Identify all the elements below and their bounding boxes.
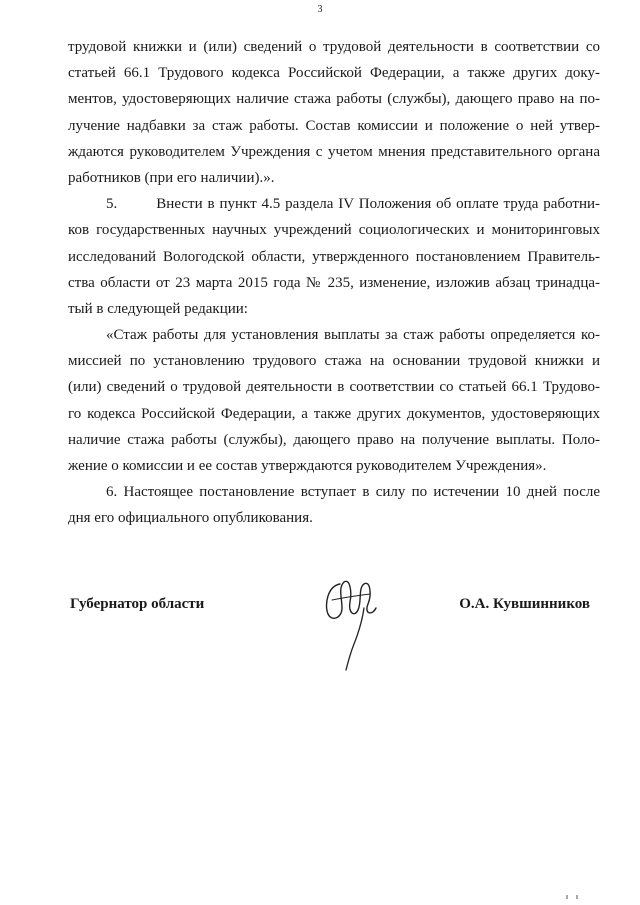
paragraph-5-line-3: исследований Вологодской области, утвержденного постановлением Правитель- [68,248,600,265]
paragraph-6-line-2: дня его официального опубликования. [68,510,313,527]
quote-line-5: наличие стажа работы (службы), дающего право на получение выплаты. Поло- [68,431,600,448]
signatory-name: О.А. Кувшинников [459,596,590,612]
paragraph-5-line-2: ков государственных научных учреждений социологических и мониторинговых [68,222,600,239]
quote-line-2: миссией по установлению трудового стажа на основании трудовой книжки и [68,353,600,370]
paragraph-5-line-4: ства области от 23 марта 2015 года № 235, изменение, изложив абзац тринадца- [68,274,600,291]
quote-line-1: «Стаж работы для установления выплаты за стаж работы определяется ко- [106,327,600,344]
document-body [68,34,600,532]
body-line-1: трудовой книжки и (или) сведений о трудовой деятельности в соответствии со [68,39,600,55]
body-line-5: ждаются руководителем Учреждения с учетом мнения представительного органа [68,143,600,160]
paragraph-6-line-1: 6. Настоящее постановление вступает в силу по истечении 10 дней после [106,484,600,501]
paragraph-5-line-5: тый в следующей редакции: [68,300,248,317]
paragraph-5-line-1: 5. Внести в пункт 4.5 раздела IV Положения об оплате труда работни- [106,196,600,213]
handwritten-signature [318,572,388,674]
page-number: 3 [317,4,323,15]
quote-line-6: жение о комиссии и ее состав утверждаются руководителем Учреждения». [68,458,547,474]
quote-line-3: (или) сведений о трудовой деятельности в соответствии со статьей 66.1 Трудово- [68,379,600,396]
scan-mark [566,894,580,900]
signatory-title: Губернатор области [70,596,205,612]
quote-line-4: го кодекса Российской Федерации, а также других документов, удостоверяющих [68,405,600,422]
body-line-6: работников (при его наличии).». [68,169,275,186]
body-line-4: лучение надбавки за стаж работы. Состав комиссии и положение о ней утвер- [68,117,600,134]
body-line-3: ментов, удостоверяющих наличие стажа работы (службы), дающего право на по- [68,91,600,108]
body-line-2: статьей 66.1 Трудового кодекса Российской Федерации, а также других доку- [68,65,600,82]
